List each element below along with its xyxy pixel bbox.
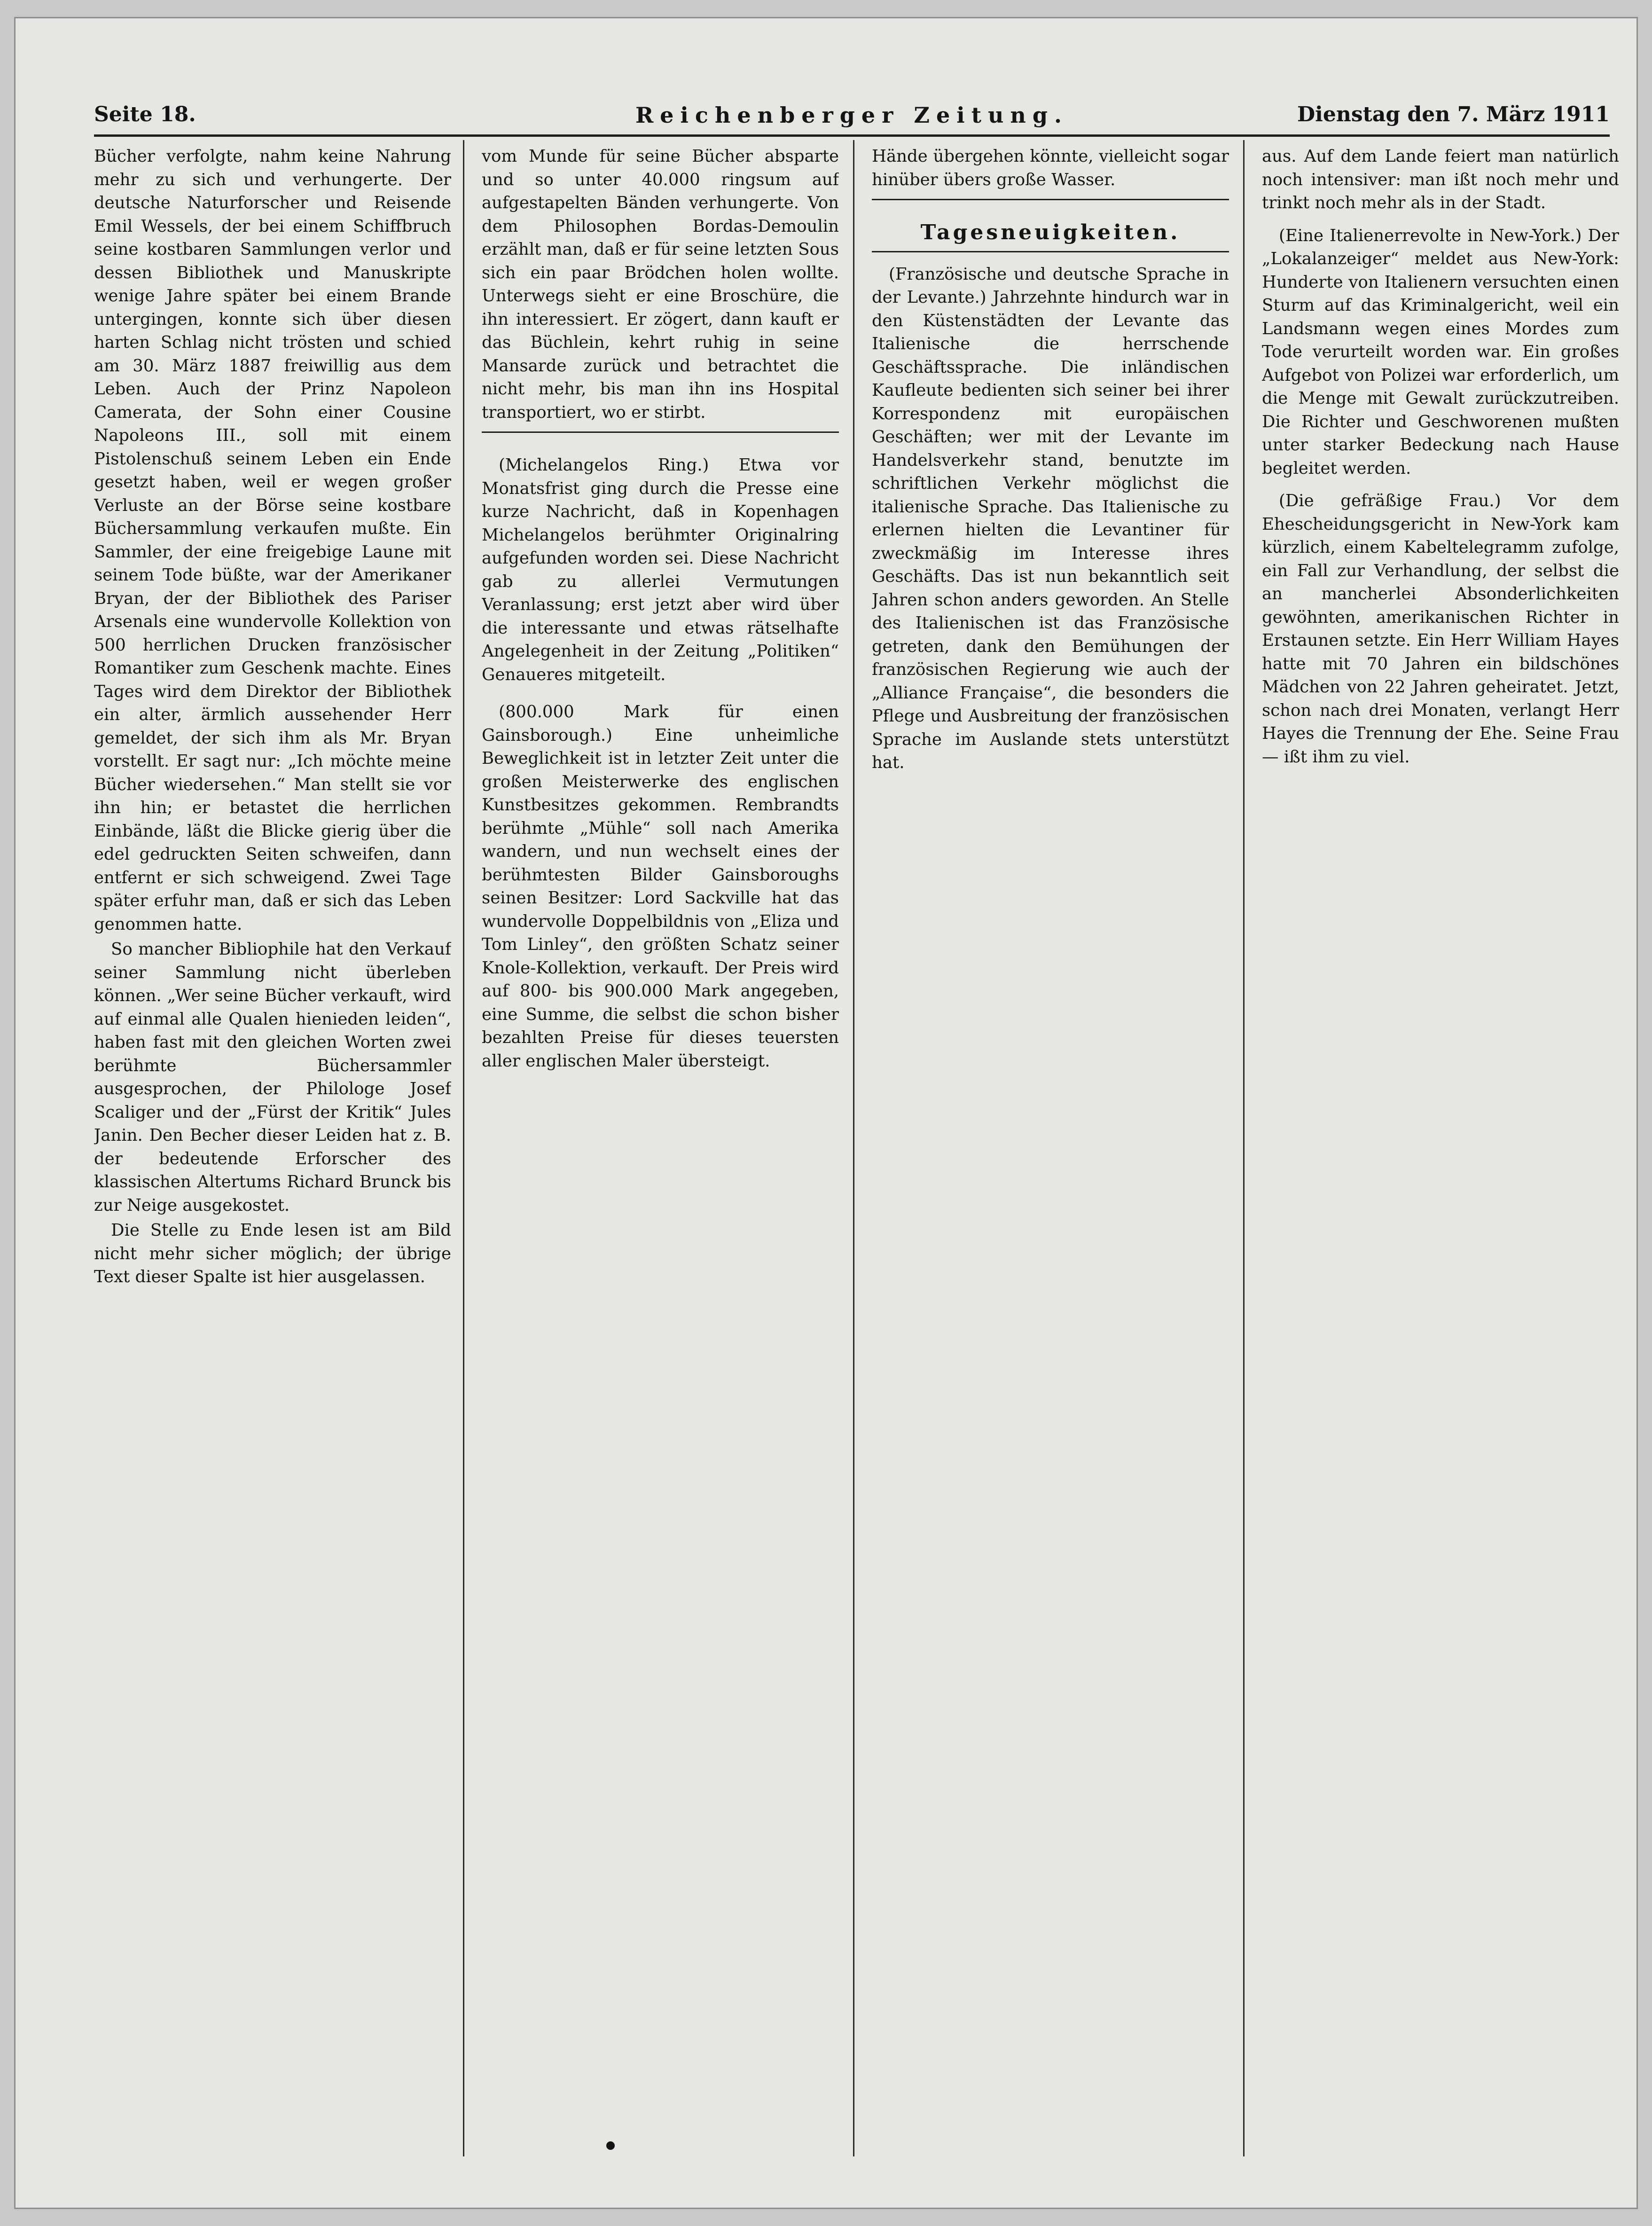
- column-1: [94, 145, 451, 2147]
- masthead: [94, 97, 1610, 139]
- column-divider: [463, 140, 464, 2156]
- article-end: [482, 145, 839, 433]
- article-michelangelos-ring: (Michelangelos Ring.) Etwa vor Monatsfrist ging durch die Presse eine kurze Nachricht, daß in Kopenhagen Michelangelos berühmter Originalring aufgefunden worden sei. Diese Nachricht gab zu allerlei Vermutungen Veranlassung; erst jetzt aber wird über die interessante und etwas rätselhafte Angelegenheit in der Zeitung „Politiken“ Genaueres mitgeteilt.: [482, 455, 839, 684]
- article-levante-sprachen: (Französische und deutsche Sprache in der Levante.) Jahrzehnte hindurch war in den Küstenstädten der Levante das Italienische die herrschende Geschäftssprache. Die inländischen Kaufleute bedienten sich seiner bei ihrer Korrespondenz mit europäischen Geschäften; wer mit der Levante im Handelsverkehr stand, benutzte im schriftlichen Verkehr möglichst die italienische Sprache. Das Italienische zu erlernen hielten die Levantiner für zweckmäßig im Interesse ihres Geschäfts. Das ist nun bekanntlich seit Jahren schon anders geworden. An Stelle des Italienischen ist das Französische getreten, dank den Bemühungen der französischen Regierung wie auch der „Alliance Française“, die besonders die Pflege und Ausbreitung der französischen Sprache im Auslande stets unterstützt hat.: [872, 264, 1229, 772]
- article-italienerrevolte: (Eine Italienerrevolte in New-York.) Der „Lokalanzeiger“ meldet aus New-York: Hunderte von Italienern versuchten einen Sturm auf das Kriminalgericht, weil ein Landsmann wegen eines Mordes zum Tode verurteilt worden war. Ein großes Aufgebot von Polizei war erforderlich, um die Menge mit Gewalt zurückzutreiben. Die Richter und Geschworenen mußten unter starker Bedeckung nach Hause begleitet werden.: [1262, 226, 1619, 478]
- article-end: [872, 145, 1229, 200]
- article-gefraessige-frau: (Die gefräßige Frau.) Vor dem Ehescheidungsgericht in New-York kam kürzlich, einem Kabeltelegramm zufolge, ein Fall zur Verhandlung, der selbst die an mancherlei Absonderlichkeiten gewöhnten, amerikanischen Richter in Erstaunen setzte. Ein Herr William Hayes hatte mit 70 Jahren ein bildschönes Mädchen von 22 Jahren geheiratet. Jetzt, schon nach drei Monaten, verlangt Herr Hayes die Trennung der Ehe. Seine Frau — ißt ihm zu viel.: [1262, 491, 1619, 767]
- paragraph: vom Munde für seine Bücher absparte und so unter 40.000 ringsum auf aufgestapelten Bänden verhungerte. Von dem Philosophen Bordas-Demoulin erzählt man, daß er für seine letzten Sous sich ein paar Brödchen holen wollte. Unterwegs sieht er eine Broschüre, die ihn interessiert. Er zögert, dann kauft er das Büchlein, kehrt ruhig in seine Mansarde zurück und betrachtet die nicht mehr, bis man ihn ins Hospital transportiert, wo er stirbt.: [482, 147, 839, 422]
- newspaper-page: [14, 17, 1638, 2209]
- newspaper-title: Reichenberger Zeitung.: [635, 102, 1069, 128]
- paragraph: Bücher verfolgte, nahm keine Nahrung mehr zu sich und verhungerte. Der deutsche Naturforscher und Reisende Emil Wessels, der bei einem Schiffbruch seine kostbaren Sammlungen verlor und dessen Bibliothek und Manuskripte wenige Jahre später bei einem Brande untergingen, konnte sich über diesen harten Schlag nicht trösten und schied am 30. März 1887 freiwillig aus dem Leben. Auch der Prinz Napoleon Camerata, der Sohn einer Cousine Napoleons III., soll mit einem Pistolenschuß seinem Leben ein Ende gesetzt haben, weil er wegen großer Verluste an der Börse seine kostbare Büchersammlung verkaufen mußte. Ein Sammler, der eine freigebige Laune mit seinem Tode büßte, war der Amerikaner Bryan, der der Bibliothek des Pariser Arsenals eine wundervolle Kollektion von 500 herrlichen Drucken französischer Romantiker zum Geschenk machte. Eines Tages wird dem Direktor der Bibliothek ein alter, ärmlich aussehender Herr gemeldet, der sich ihm als Mr. Bryan vorstellt. Er sagt nur: „Ich möchte meine Bücher wiedersehen.“ Man stellt sie vor ihn hin; er betastet die herrlichen Einbände, läßt die Blicke gierig über die edel gedruckten Seiten schweifen, dann entfernt er sich schweigend. Zwei Tage später erfuhr man, daß er sich das Leben genommen hatte.: [94, 147, 451, 934]
- column-3: [872, 145, 1229, 2147]
- page-number: Seite 18.: [94, 102, 196, 126]
- paragraph: Die Stelle zu Ende lesen ist am Bild nicht mehr sicher möglich; der übrige Text dieser Spalte ist hier ausgelassen.: [94, 1221, 451, 1286]
- paragraph: aus. Auf dem Lande feiert man natürlich noch intensiver: man ißt noch mehr und trinkt noch mehr als in der Stadt.: [1262, 147, 1619, 212]
- paragraph: Hände übergehen könnte, vielleicht sogar hinüber übers große Wasser.: [872, 147, 1229, 189]
- section-heading: Tagesneuigkeiten.: [872, 221, 1229, 252]
- print-mark: [606, 2141, 615, 2150]
- column-divider: [853, 140, 854, 2156]
- issue-date: Dienstag den 7. März 1911: [1297, 102, 1610, 126]
- paragraph: So mancher Bibliophile hat den Verkauf seiner Sammlung nicht überleben können. „Wer seine Bücher verkauft, wird auf einmal alle Qualen hienieden leiden“, haben fast mit den gleichen Worten zwei berühmte Büchersammler ausgesprochen, der Philologe Josef Scaliger und der „Fürst der Kritik“ Jules Janin. Den Becher dieser Leiden hat z. B. der bedeutende Erforscher des klassischen Altertums Richard Brunck bis zur Neige ausgekostet.: [94, 940, 451, 1215]
- article-gainsborough: (800.000 Mark für einen Gainsborough.) Eine unheimliche Beweglichkeit ist in letzter Zeit unter die großen Meisterwerke des englischen Kunstbesitzes gekommen. Rembrandts berühmte „Mühle“ soll nach Amerika wandern, und nun wechselt eines der berühmtesten Bilder Gainsboroughs seinen Besitzer: Lord Sackville hat das wundervolle Doppelbildnis von „Eliza und Tom Linley“, den größten Schatz seiner Knole-Kollektion, verkauft. Der Preis wird auf 800- bis 900.000 Mark angegeben, eine Summe, die selbst die schon bisher bezahlten Preise für dieses teuersten aller englischen Maler übersteigt.: [482, 702, 839, 1071]
- column-4: [1262, 145, 1619, 2147]
- masthead-rule: [94, 134, 1610, 137]
- column-2: [482, 145, 839, 2147]
- column-divider: [1243, 140, 1245, 2156]
